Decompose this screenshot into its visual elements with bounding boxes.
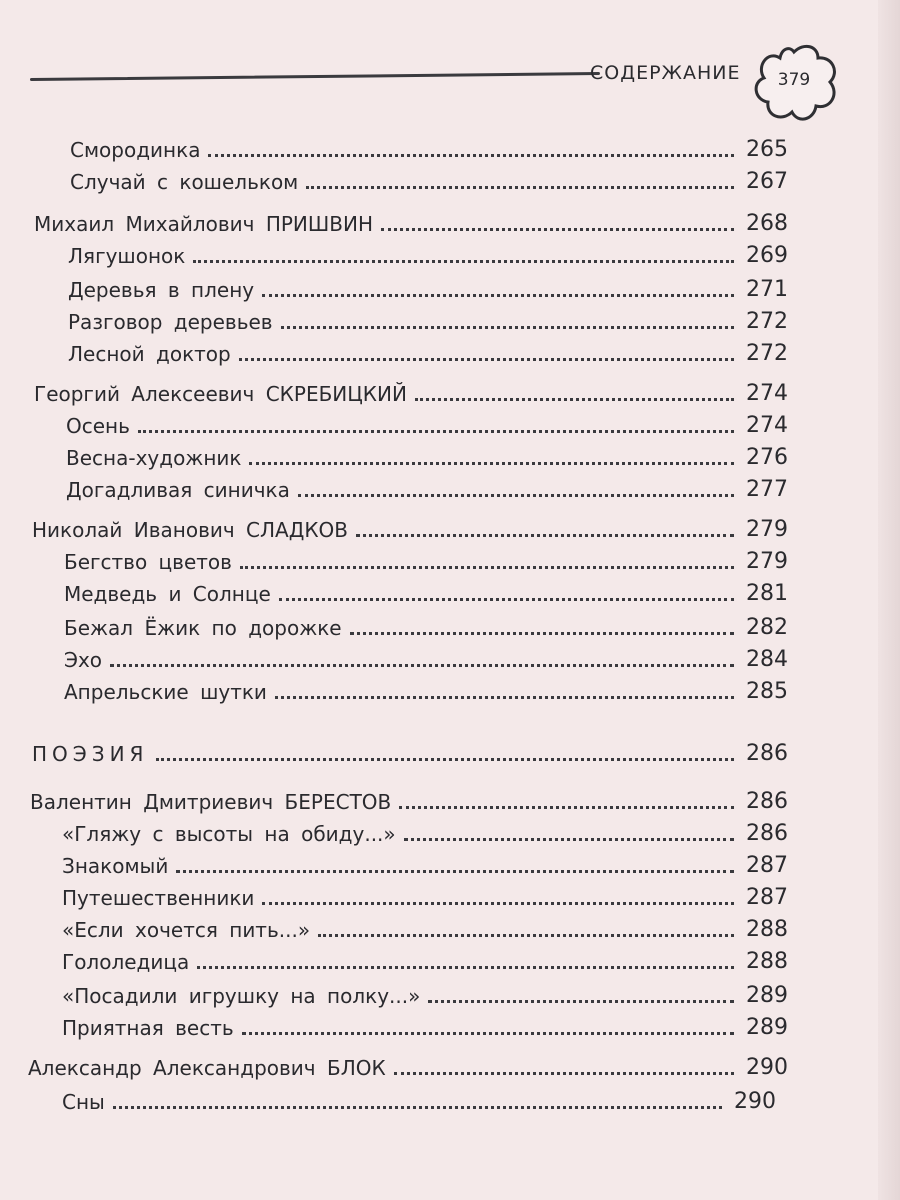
running-header-title: СОДЕРЖАНИЕ xyxy=(590,62,741,84)
author-name: Михаил Михайлович ПРИШВИН xyxy=(34,212,373,236)
toc-entry xyxy=(64,678,788,704)
toc-entry xyxy=(62,820,788,846)
story-title: Бежал Ёжик по дорожке xyxy=(64,616,342,640)
poem-title: Знакомый xyxy=(62,854,169,878)
story-title: Весна-художник xyxy=(66,446,242,470)
story-title: Деревья в плену xyxy=(68,278,255,302)
dot-leader xyxy=(415,398,734,401)
poem-title: Гололедица xyxy=(62,950,190,974)
author-name: Валентин Дмитриевич БЕРЕСТОВ xyxy=(30,790,392,814)
page-ref: 284 xyxy=(746,647,788,672)
dot-leader xyxy=(262,294,734,297)
toc-entry xyxy=(68,242,788,268)
toc-entry xyxy=(64,548,788,574)
page-ref: 288 xyxy=(746,917,788,942)
dot-leader xyxy=(381,228,734,231)
page-ref: 288 xyxy=(746,949,788,974)
story-title: Осень xyxy=(66,414,130,438)
story-title: Апрельские шутки xyxy=(64,680,267,704)
dot-leader xyxy=(249,462,734,465)
dot-leader xyxy=(318,934,734,937)
page-ref: 274 xyxy=(746,413,788,438)
story-title: Случай с кошельком xyxy=(70,170,299,194)
dot-leader xyxy=(356,534,734,537)
toc-author-entry xyxy=(32,516,788,542)
page-ref: 269 xyxy=(746,243,788,268)
toc-section-entry xyxy=(32,740,788,766)
poem-title: Сны xyxy=(62,1090,105,1114)
author-surname: ПРИШВИН xyxy=(265,212,373,236)
page-ref: 279 xyxy=(746,517,788,542)
section-title: ПОЭЗИЯ xyxy=(32,742,149,766)
dot-leader xyxy=(394,1072,734,1075)
toc-entry xyxy=(62,1088,776,1114)
dot-leader xyxy=(197,966,734,969)
toc-entry xyxy=(68,340,788,366)
page-ref: 268 xyxy=(746,211,788,236)
page-ref: 286 xyxy=(746,741,788,766)
toc-entry xyxy=(64,614,788,640)
toc-entry xyxy=(62,982,788,1008)
dot-leader xyxy=(156,758,734,761)
toc-author-entry xyxy=(34,380,788,406)
story-title: Эхо xyxy=(64,648,103,672)
dot-leader xyxy=(113,1106,722,1109)
poem-title: «Гляжу с высоты на обиду...» xyxy=(62,822,396,846)
page-ref: 276 xyxy=(746,445,788,470)
page-edge xyxy=(878,0,900,1200)
poem-title: Приятная весть xyxy=(62,1016,234,1040)
page-ref: 287 xyxy=(746,885,788,910)
toc-entry xyxy=(68,308,788,334)
page-ref: 285 xyxy=(746,679,788,704)
toc-entry xyxy=(62,852,788,878)
page-ref: 290 xyxy=(734,1089,776,1114)
dot-leader xyxy=(350,632,734,635)
toc-author-entry xyxy=(28,1054,788,1080)
dot-leader xyxy=(306,186,734,189)
toc-entry xyxy=(70,136,788,162)
dot-leader xyxy=(239,358,734,361)
dot-leader xyxy=(138,430,734,433)
dot-leader xyxy=(110,664,734,667)
dot-leader xyxy=(176,870,734,873)
dot-leader xyxy=(281,326,734,329)
dot-leader xyxy=(262,902,734,905)
author-surname: БЕРЕСТОВ xyxy=(284,790,392,814)
poem-title: «Если хочется пить...» xyxy=(62,918,311,942)
page-ref: 282 xyxy=(746,615,788,640)
page-ref: 289 xyxy=(746,1015,788,1040)
author-name: Николай Иванович СЛАДКОВ xyxy=(32,518,349,542)
dot-leader xyxy=(240,566,734,569)
toc-entry xyxy=(66,412,788,438)
story-title: Медведь и Солнце xyxy=(64,582,271,606)
story-title: Разговор деревьев xyxy=(68,310,273,334)
story-title: Лягушонок xyxy=(68,244,186,268)
dot-leader xyxy=(242,1032,734,1035)
page-ref: 281 xyxy=(746,581,788,606)
dot-leader xyxy=(298,494,734,497)
page-ref: 286 xyxy=(746,821,788,846)
toc-entry xyxy=(62,884,788,910)
page-ref: 289 xyxy=(746,983,788,1008)
page-ref: 265 xyxy=(746,137,788,162)
author-name: Александр Александрович БЛОК xyxy=(28,1056,386,1080)
poem-title: Путешественники xyxy=(62,886,255,910)
story-title: Бегство цветов xyxy=(64,550,232,574)
author-name: Георгий Алексеевич СКРЕБИЦКИЙ xyxy=(34,382,407,406)
author-surname: СЛАДКОВ xyxy=(246,518,349,542)
toc-entry xyxy=(66,476,788,502)
story-title: Лесной доктор xyxy=(68,342,231,366)
header-rule xyxy=(30,72,600,81)
page-ref: 271 xyxy=(746,277,788,302)
page-ref: 277 xyxy=(746,477,788,502)
dot-leader xyxy=(428,1000,734,1003)
toc-entry xyxy=(64,646,788,672)
poem-title: «Посадили игрушку на полку...» xyxy=(62,984,421,1008)
toc-entry xyxy=(68,276,788,302)
page-ref: 272 xyxy=(746,341,788,366)
toc-entry xyxy=(62,1014,788,1040)
toc-entry xyxy=(62,916,788,942)
dot-leader xyxy=(193,260,734,263)
page-ref: 272 xyxy=(746,309,788,334)
page-ref: 286 xyxy=(746,789,788,814)
dot-leader xyxy=(404,838,734,841)
author-surname: БЛОК xyxy=(326,1056,386,1080)
story-title: Смородинка xyxy=(70,138,201,162)
dot-leader xyxy=(399,806,734,809)
toc-author-entry xyxy=(30,788,788,814)
page-ref: 267 xyxy=(746,169,788,194)
story-title: Догадливая синичка xyxy=(66,478,290,502)
author-surname: СКРЕБИЦКИЙ xyxy=(265,382,407,406)
dot-leader xyxy=(279,598,734,601)
toc-entry xyxy=(64,580,788,606)
toc-entry xyxy=(70,168,788,194)
toc-entry xyxy=(66,444,788,470)
page-ref: 287 xyxy=(746,853,788,878)
page-number: 379 xyxy=(777,70,811,90)
dot-leader xyxy=(275,696,734,699)
page-ref: 290 xyxy=(746,1055,788,1080)
page-ref: 274 xyxy=(746,381,788,406)
page-ref: 279 xyxy=(746,549,788,574)
toc-entry xyxy=(62,948,788,974)
dot-leader xyxy=(208,154,734,157)
toc-author-entry xyxy=(34,210,788,236)
